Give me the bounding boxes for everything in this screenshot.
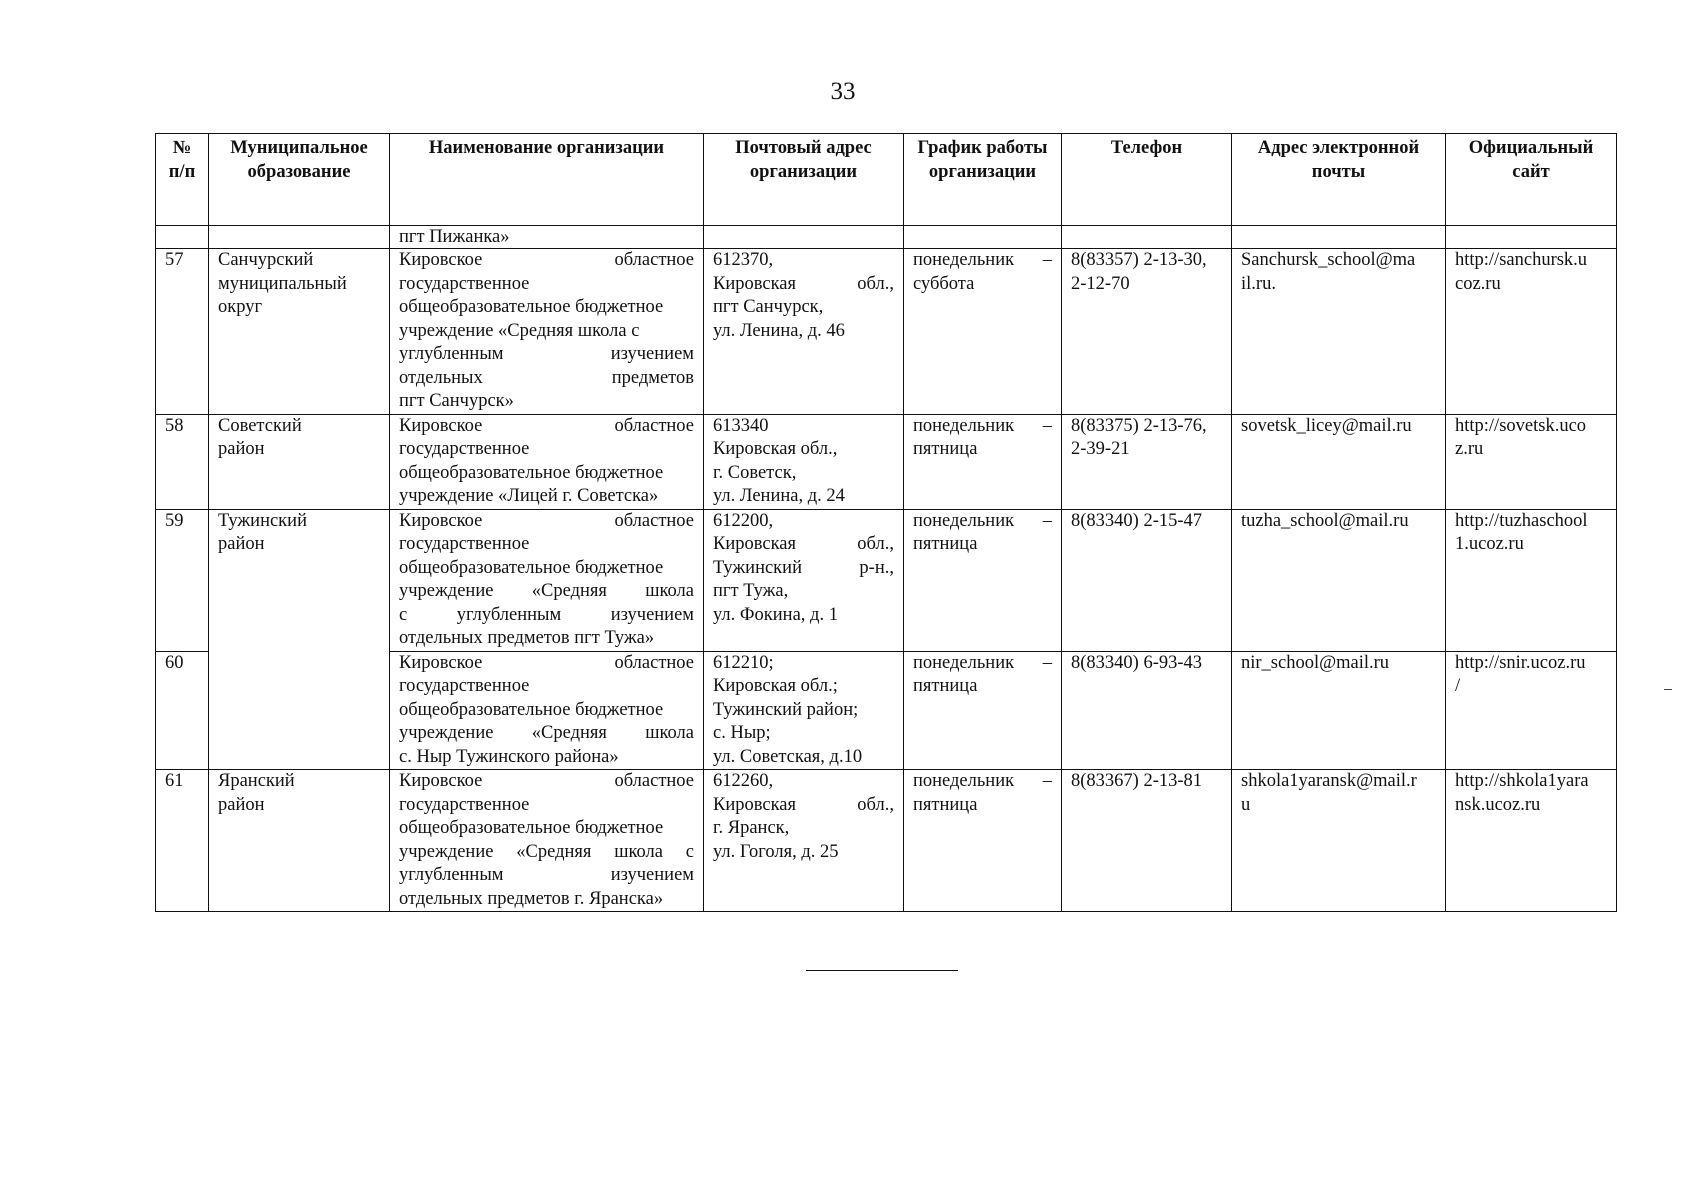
table-row [156,509,1617,651]
header-postal-address: Почтовый адрес организации [704,134,904,226]
cell-email [1232,651,1446,770]
cell-organization-name [390,770,704,912]
table-row-continuation [156,226,1617,249]
cell-website [1446,770,1617,912]
cell-line: 8(83367) 2-13-81 [1071,771,1203,791]
cell-line: z.ru [1455,439,1484,459]
cell-postal-address [704,414,904,509]
cell-email [1232,509,1446,651]
cell-line: понедельник – [913,771,1052,791]
cell-line: пгт Санчурск» [399,391,514,411]
cell-line: nir_school@mail.ru [1241,652,1390,673]
cell-organization-name [390,249,704,415]
cell-line: 8(83375) 2-13-76, [1071,415,1207,436]
cell-line: понедельник – [913,415,1052,436]
cell-line: http://shkola1yara [1455,771,1589,791]
cell-municipality [209,249,390,415]
header-organization-name: Наименование организации [390,134,704,226]
cell-postal-address [704,226,904,249]
header-email: Адрес электронной почты [1232,134,1446,226]
cell-line: http://sanchursk.u [1455,250,1588,270]
cell-line: Кировская обл., [713,439,838,459]
cell-num: 61 [156,770,209,912]
cell-schedule [904,651,1062,770]
cell-line: район [218,534,265,554]
cell-line: Кировская обл.; [713,676,838,696]
cell-phone [1062,249,1232,415]
cell-line: 8(83357) 2-13-30, [1071,250,1207,270]
table-row [156,414,1617,509]
cell-line: государственное [399,534,530,554]
cell-line: общеобразовательное бюджетное [399,297,664,317]
cell-line: coz.ru [1455,273,1501,294]
cell-schedule [904,770,1062,912]
cell-line: учреждение «Средняя школа с [399,320,640,341]
cell-line: http://sovetsk.uco [1455,415,1587,436]
page-number: 33 [830,78,856,105]
cell-line: Кировская обл., [713,273,894,294]
cell-organization-name [390,414,704,509]
cell-postal-address [704,509,904,651]
cell-schedule [904,509,1062,651]
cell-line: понедельник – [913,652,1052,673]
cell-email [1232,226,1446,249]
cell-line: понедельник – [913,510,1052,531]
cell-website [1446,249,1617,415]
header-municipality: Муниципальное образование [209,134,390,226]
header-num: № п/п [156,134,209,226]
cell-website [1446,651,1617,770]
cell-line: углубленным изучением [399,865,694,885]
cell-line: с. Ныр; [713,723,771,743]
cell-line: учреждение «Средняя школа [399,581,694,601]
cell-phone [1062,651,1232,770]
cell-organization-name: пгт Пижанка» [390,226,704,249]
cell-line: район [218,794,265,815]
cell-postal-address [704,651,904,770]
cell-line: ул. Ленина, д. 46 [713,320,845,341]
cell-line: суббота [913,273,975,294]
cell-line: 612210; [713,652,774,673]
organizations-table [155,133,1617,912]
cell-line: пгт Тужа, [713,581,789,601]
cell-line: государственное [399,273,530,294]
cell-municipality [209,414,390,509]
cell-line: отдельных предметов [399,367,694,388]
cell-line: / [1455,676,1461,696]
cell-organization-name [390,651,704,770]
cell-line: http://tuzhaschool [1455,510,1588,531]
cell-line: 1.ucoz.ru [1455,534,1524,554]
cell-line: округ [218,297,263,317]
cell-schedule [904,226,1062,249]
header-website: Официальный сайт [1446,134,1617,226]
cell-organization-name [390,509,704,651]
cell-line: отдельных предметов пгт Тужа» [399,628,655,648]
cell-line: учреждение «Лицей г. Советска» [399,486,659,506]
cell-line: Тужинский р-н., [713,557,894,578]
cell-line: общеобразовательное бюджетное [399,699,664,720]
cell-num [156,226,209,249]
cell-line: ул. Гоголя, д. 25 [713,841,839,862]
cell-line: nsk.ucoz.ru [1455,794,1541,815]
cell-schedule [904,249,1062,415]
cell-line: учреждение «Средняя школа [399,723,694,743]
table-header-row [156,134,1617,226]
cell-line: il.ru. [1241,273,1276,294]
cell-line: отдельных предметов г. Яранска» [399,888,664,909]
cell-line: понедельник – [913,250,1052,270]
end-rule [806,970,958,971]
cell-line: Кировское областное [399,652,694,673]
cell-line: г. Яранск, [713,818,790,838]
cell-email [1232,770,1446,912]
cell-line: государственное [399,794,530,815]
cell-line: государственное [399,439,530,459]
cell-line: 2-12-70 [1071,273,1130,294]
cell-line: Санчурский [218,250,314,270]
header-phone: Телефон [1062,134,1232,226]
cell-line: государственное [399,676,530,696]
table-body [156,226,1617,912]
cell-line: 2-39-21 [1071,439,1130,459]
cell-email [1232,414,1446,509]
cell-line: Кировская обл., [713,534,894,554]
cell-line: углубленным изучением [399,344,694,364]
cell-line: 612370, [713,250,774,270]
cell-line: http://snir.ucoz.ru [1455,652,1586,673]
cell-line: Кировское областное [399,510,694,531]
cell-num: 57 [156,249,209,415]
cell-phone [1062,770,1232,912]
cell-email [1232,249,1446,415]
cell-line: г. Советск, [713,462,797,483]
cell-line: пятница [913,794,978,815]
table-row [156,770,1617,912]
cell-postal-address [704,770,904,912]
cell-schedule [904,414,1062,509]
margin-mark [1664,689,1672,690]
cell-line: sovetsk_licey@mail.ru [1241,415,1412,436]
cell-num: 60 [156,651,209,770]
cell-line: с. Ныр Тужинского района» [399,746,619,767]
cell-line: ул. Фокина, д. 1 [713,604,838,625]
cell-line: Кировская обл., [713,794,894,815]
cell-line: tuzha_school@mail.ru [1241,510,1409,531]
header-schedule: График работы организации [904,134,1062,226]
cell-line: район [218,439,265,459]
cell-line: u [1241,794,1251,815]
cell-line: Кировское областное [399,250,694,270]
cell-line: учреждение «Средняя школа с [399,841,694,862]
cell-line: 8(83340) 6-93-43 [1071,652,1203,673]
cell-website [1446,226,1617,249]
cell-line: общеобразовательное бюджетное [399,818,664,838]
cell-website [1446,414,1617,509]
cell-line: 612200, [713,510,774,531]
cell-line: shkola1yaransk@mail.r [1241,771,1417,791]
cell-phone [1062,414,1232,509]
cell-num: 59 [156,509,209,651]
cell-line: пятница [913,534,978,554]
cell-line: муниципальный [218,273,347,294]
cell-phone [1062,509,1232,651]
cell-website [1446,509,1617,651]
table-row [156,249,1617,415]
cell-line: ул. Ленина, д. 24 [713,486,845,506]
cell-line: Тужинский [218,510,307,531]
cell-num: 58 [156,414,209,509]
cell-line: 612260, [713,771,774,791]
cell-line: пятница [913,439,978,459]
cell-line: Кировское областное [399,415,694,436]
cell-municipality [209,770,390,912]
cell-line: Тужинский район; [713,699,859,720]
cell-line: ул. Советская, д.10 [713,746,863,767]
cell-line: Яранский [218,771,295,791]
cell-municipality [209,509,390,770]
cell-line: общеобразовательное бюджетное [399,462,664,483]
cell-phone [1062,226,1232,249]
cell-municipality [209,226,390,249]
cell-line: 8(83340) 2-15-47 [1071,510,1203,531]
cell-line: пгт Санчурск, [713,297,824,317]
cell-line: общеобразовательное бюджетное [399,557,664,578]
cell-line: Кировское областное [399,771,694,791]
cell-line: пятница [913,676,978,696]
cell-postal-address [704,249,904,415]
cell-line: 613340 [713,415,769,436]
cell-line: с углубленным изучением [399,604,694,625]
cell-line: Sanchursk_school@ma [1241,250,1416,270]
cell-line: Советский [218,415,302,436]
